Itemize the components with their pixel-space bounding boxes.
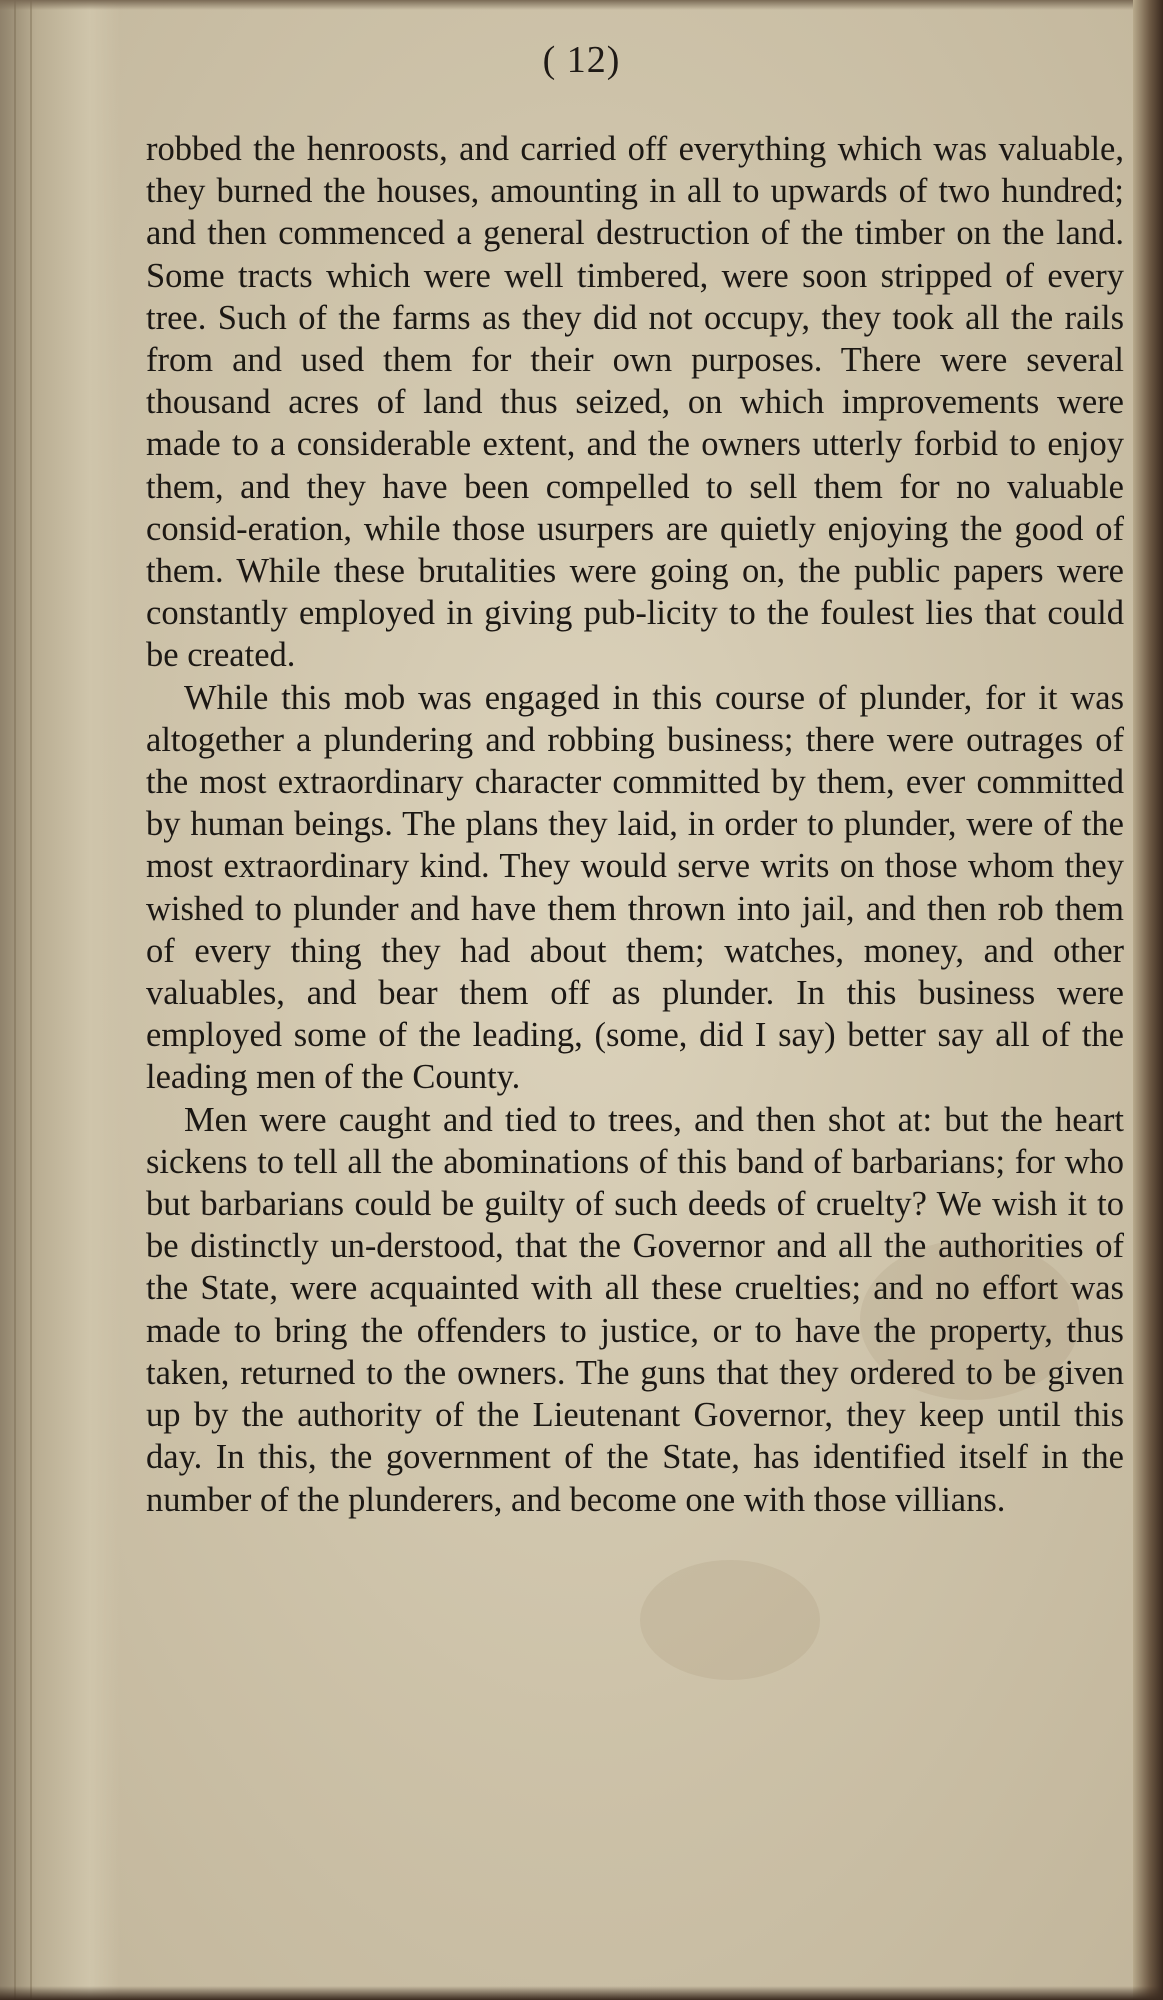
gutter-fold-line	[14, 0, 16, 2000]
page-right-edge	[1133, 0, 1163, 2000]
page-top-edge	[0, 0, 1163, 10]
page-gutter	[0, 0, 120, 2000]
gutter-fold-line	[30, 0, 32, 2000]
paragraph-2: While this mob was engaged in this course of plunder, for it was altogether a plundering and robbing business; there were outrages of the most extraordinary character committed by them, ever committed by human beings. The plans they laid, in order to plunder, were of the most extraordinary kind. They would serve writs on those whom they wished to plunder and have them thrown into jail, and then rob them of every thing they had about them; watches, money, and other valuables, and bear them off as plunder. In this business were employed some of the leading, (some, did I say) better say all of the leading men of the County.	[146, 678, 1124, 1097]
paragraph-1: robbed the henroosts, and carried off everything which was valuable, they burned the houses, amounting in all to upwards of two hundred; and then commenced a general destruction of the timber on the land. Some tracts which were well timbered, were soon stripped of every tree. Such of the farms as they did not occupy, they took all the rails from and used them for their own purposes. There were several thousand acres of land thus seized, on which improvements were made to a considerable extent, and the owners utterly forbid to enjoy them, and they have been compelled to sell them for no valuable consid-eration, while those usurpers are quietly enjoying the good of them. While these brutalities were going on, the public papers were constantly employed in giving pub-licity to the foulest lies that could be created.	[146, 130, 1124, 675]
paper-stain	[640, 1560, 820, 1680]
body-text	[146, 128, 1124, 1521]
paragraph-3: Men were caught and tied to trees, and then shot at: but the heart sickens to tell all the abominations of this band of barbarians; for who but barbarians could be guilty of such deeds of cruelty? We wish it to be distinctly un-derstood, that the Governor and all the authorities of the State, were acquainted with all these cruelties; and no effort was made to bring the offenders to justice, or to have the property, thus taken, returned to the owners. The guns that they ordered to be given up by the authority of the Lieutenant Governor, they keep until this day. In this, the government of the State, has identified itself in the number of the plunderers, and become one with those villians.	[146, 1100, 1124, 1519]
page-number: ( 12)	[542, 39, 621, 81]
page-bottom-edge	[0, 1986, 1163, 2000]
